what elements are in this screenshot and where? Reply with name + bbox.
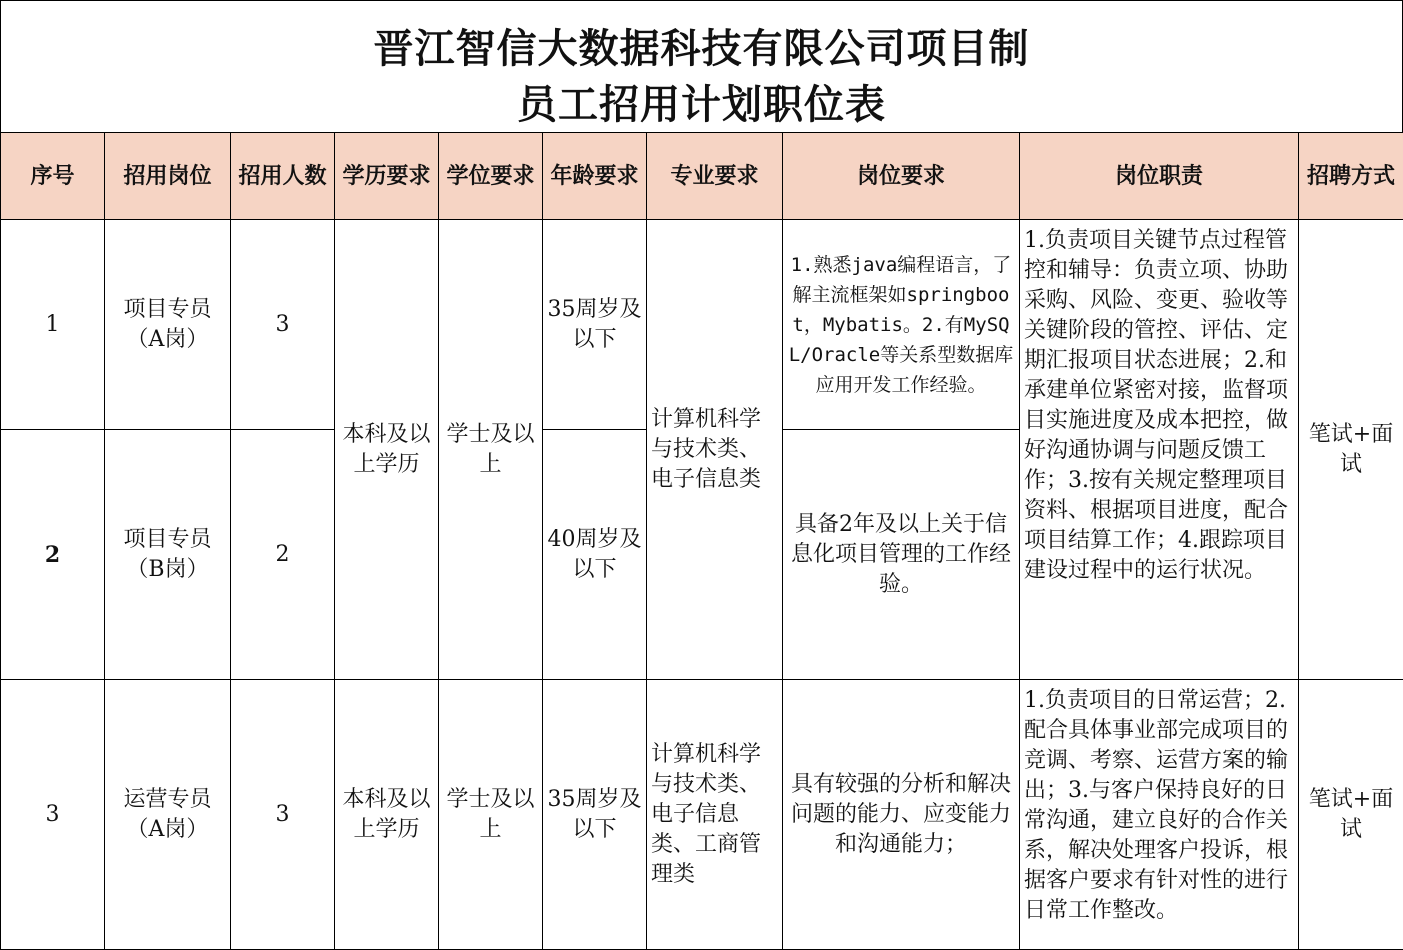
row3-post-title: 运营专员 <box>109 785 226 815</box>
group12-duty: 1.负责项目关键节点过程管控和辅导：负责立项、协助采购、风险、变更、验收等关键阶段的管控、评估、定期汇报项目状态进展；2.和承建单位紧密对接，监督项目实施进度及成本把控，做好沟通协调与问题反馈工作；3.按有关规定整理项目资料、根据项目进度，配合项目结算工作；4.跟踪项目建设过程中的运行状况。 <box>1020 220 1299 680</box>
document-title <box>0 0 1403 132</box>
row2-post-grade: （B岗） <box>109 555 226 585</box>
row3-method: 笔试+面试 <box>1299 680 1403 950</box>
header-req: 岗位要求 <box>783 133 1020 220</box>
row3-duty: 1.负责项目的日常运营；2.配合具体事业部完成项目的竞调、考察、运营方案的输出；3.与客户保持良好的日常沟通，建立良好的合作关系，解决处理客户投诉，根据客户要求有针对性的进行日常工作整改。 <box>1020 680 1299 950</box>
group12-major: 计算机科学与技术类、电子信息类 <box>647 220 783 680</box>
row2-age: 40周岁及以下 <box>543 430 647 680</box>
header-age: 年龄要求 <box>543 133 647 220</box>
group12-method: 笔试+面试 <box>1299 220 1403 680</box>
row3-req: 具有较强的分析和解决问题的能力、应变能力和沟通能力； <box>783 680 1020 950</box>
row2-post-title: 项目专员 <box>109 525 226 555</box>
recruitment-table <box>0 132 1403 950</box>
group12-edu: 本科及以上学历 <box>335 220 439 680</box>
row3-major: 计算机科学与技术类、电子信息类、工商管理类 <box>647 680 783 950</box>
row3-degree: 学士及以上 <box>439 680 543 950</box>
header-duty: 岗位职责 <box>1020 133 1299 220</box>
row1-post-grade: （A岗） <box>109 325 226 355</box>
header-row <box>1 133 1403 220</box>
row3-age: 35周岁及以下 <box>543 680 647 950</box>
header-count: 招用人数 <box>231 133 335 220</box>
row3-seq: 3 <box>1 680 105 950</box>
group12-degree: 学士及以上 <box>439 220 543 680</box>
header-post: 招用岗位 <box>105 133 231 220</box>
row3-post <box>105 680 231 950</box>
header-seq: 序号 <box>1 133 105 220</box>
row1-post-title: 项目专员 <box>109 295 226 325</box>
row2-seq: 2 <box>1 430 105 680</box>
row1-count: 3 <box>231 220 335 430</box>
table-row <box>1 220 1403 430</box>
header-edu: 学历要求 <box>335 133 439 220</box>
table-row <box>1 680 1403 950</box>
row3-edu: 本科及以上学历 <box>335 680 439 950</box>
row1-req: 1.熟悉java编程语言，了解主流框架如springboot，Mybatis。2.有MySQL/Oracle等关系型数据库应用开发工作经验。 <box>783 220 1020 430</box>
header-degree: 学位要求 <box>439 133 543 220</box>
row2-post <box>105 430 231 680</box>
title-line-1: 晋江智信大数据科技有限公司项目制 <box>1 17 1402 74</box>
row3-post-grade: （A岗） <box>109 815 226 845</box>
row2-req: 具备2年及以上关于信息化项目管理的工作经验。 <box>783 430 1020 680</box>
row3-count: 3 <box>231 680 335 950</box>
row1-seq: 1 <box>1 220 105 430</box>
header-method: 招聘方式 <box>1299 133 1403 220</box>
header-major: 专业要求 <box>647 133 783 220</box>
row1-post <box>105 220 231 430</box>
title-line-2: 员工招用计划职位表 <box>1 73 1402 130</box>
row2-count: 2 <box>231 430 335 680</box>
row1-age: 35周岁及以下 <box>543 220 647 430</box>
